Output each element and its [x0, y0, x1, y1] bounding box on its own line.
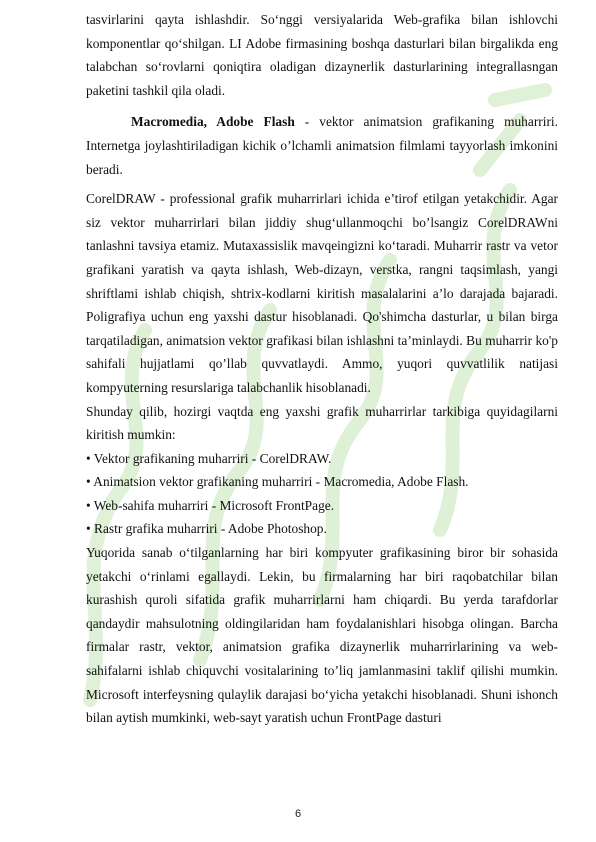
paragraph-flash-text: - vektor animatsion grafikaning muharriri. Internetga joylashtiriladigan kichik o’lchamli animatsion filmlami tayyorlash imkonini beradi. [86, 114, 558, 177]
list-item: • Vektor grafikaning muharriri - CorelDRAW. [86, 450, 332, 466]
paragraph-summary: Shunday qilib, hozirgi vaqtda eng yaxshi grafik muharrirlar tarkibiga quyidagilarni kiritish mumkin: [86, 403, 558, 443]
paragraph-coreldraw: CorelDRAW - professional grafik muharrirlari ichida e’tirof etilgan yetakchidir. Agar siz vektor muharrirlari bilan jiddiy shug‘ullanmoqchi bo’lsangiz CorelDRAWni tanlashni tavsiya etamiz. Mutaxassislik mavqeingizni ko‘taradi. Muharrir rastr va vetor grafikani yaratish va qayta ishlash, Web-dizayn, verstka, rangni taqsimlash, yangi shriftlami ishlab chiqish, shtrix-kodlarni kiritish masalalarini a’lo darajada bajaradi. Poligrafiya uchun eng yaxshi dastur hisoblanadi. Qo'shimcha dasturlar, u bilan birga tarqatiladigan, animatsion vektor grafikasi bilan ishlashni ta’minlaydi. Bu muharrir ko'p sahifali hujjatlami qo’llab quvvatlaydi. Ammo, yuqori quvvatlilik natijasi kompyuterning resurslariga talabchanlik hisoblanadi. [86, 191, 558, 395]
body-text [86, 8, 558, 730]
page-number: 6 [294, 808, 302, 820]
list-item: • Animatsion vektor grafikaning muharriri - Macromedia, Adobe Flash. [86, 474, 469, 490]
paragraph-flash [86, 110, 558, 181]
list-item: • Web-sahifa muharriri - Microsoft FrontPage. [86, 497, 335, 513]
paragraph-intro: tasvirlarini qayta ishlashdir. So‘nggi versiyalarida Web-grafika bilan ishlovchi komponentlar qo‘shilgan. LI Adobe firmasining boshqa dasturlari bilan birgalikda eng talabchan so‘rovlarni qoniqtira oladigan dizaynerlik dasturlarining integrallasngan paketini tashkil qila oladi. [86, 12, 558, 98]
list-item: • Rastr grafika muharriri - Adobe Photoshop. [86, 521, 327, 537]
paragraph-flash-bold: Macromedia, Adobe Flash [131, 114, 295, 130]
paragraph-conclusion: Yuqorida sanab o‘tilganlarning har biri kompyuter grafikasining biror bir sohasida yetakchi o‘rinlami egallaydi. Lekin, bu firmalarning har biri raqobatchilar bilan kurashish quroli sifatida grafik muharrirlarni ham chiqardi. Bu yerda tarafdorlar qandaydir mahsulotning oldingilaridan ham foydalanishlari hisobga olingan. Barcha firmalar rastr, vektor, animatsion grafika dizaynerlik muharrirlarining va web-sahifalarni ishlab chiquvchi vositalarining to’liq jamlanmasini taklif qilishi mumkin. Microsoft interfeysning qulaylik darajasi bo‘yicha yetakchi hisoblanadi. Shuni ishonch bilan aytish mumkinki, web-sayt yaratish uchun FrontPage dasturi [86, 545, 558, 726]
